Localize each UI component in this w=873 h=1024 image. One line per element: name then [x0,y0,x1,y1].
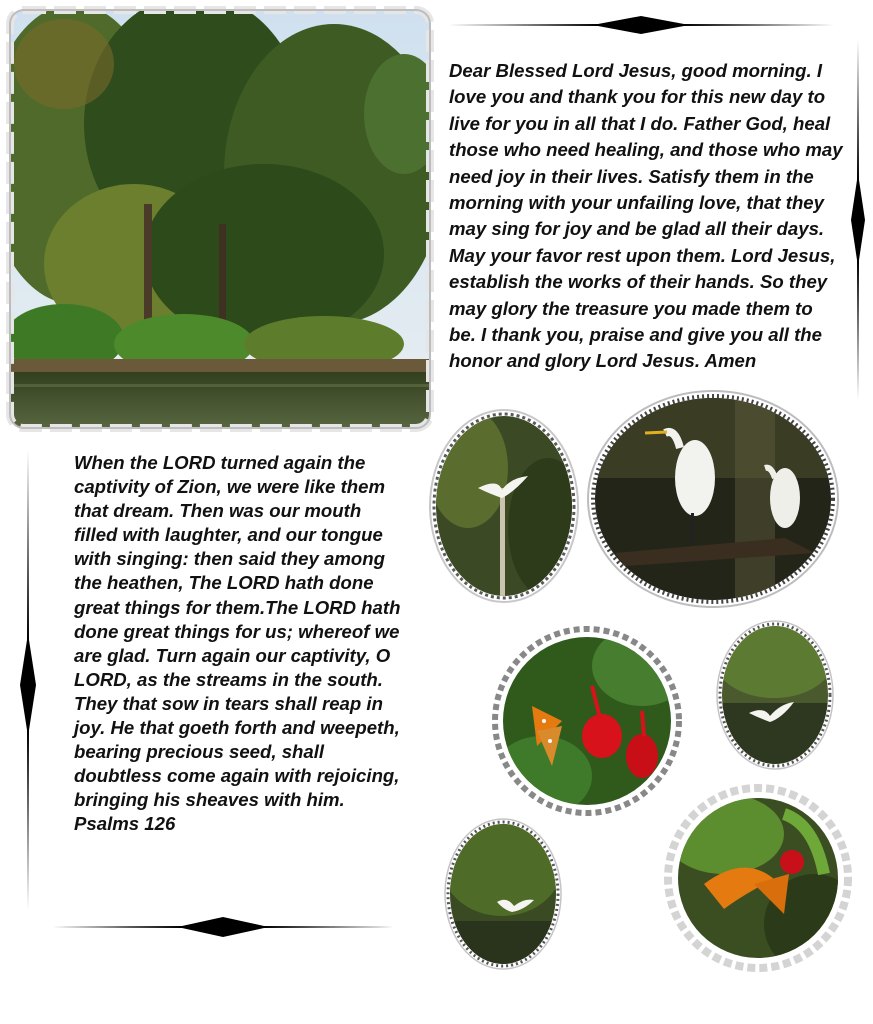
prayer-text: Dear Blessed Lord Jesus, good morning. I love you and thank you for this new day to live for you in all that I do. Father God, heal those who need healing, and those who may need joy in their lives. Satisfy them in the morning with your unfailing love, that they may sing for joy and be glad all their days. May your favor rest upon them. Lord Jesus, establish the works of their hands. So they may glory the treasure you made them to be. I thank you, praise and give you all the honor and glory Lord Jesus. Amen [449,60,843,372]
psalm-passage [74,451,404,837]
egret-over-pond-photo [714,618,836,772]
butterfly-on-flower-photo [664,784,852,972]
lake-forest-photo [4,4,436,434]
psalm-text: When the LORD turned again the captivity of Zion, we were like them that dream. Then was our mouth filled with laughter, and our tongue with singing: then said they among the heathen, The LORD hath done great things for them.The LORD hath done great things for us; whereof we are glad. Turn again our captivity, O LORD, as the streams in the south. They that sow in tears shall reap in joy. He that goeth forth and weepeth, bearing precious seed, shall doubtless come again with rejoicing, bringing his sheaves with him. [74,452,401,811]
psalm-reference: Psalms 126 [74,813,176,835]
divider-right-vertical [848,40,868,400]
divider-bottom-left [52,916,394,938]
egret-in-trees-photo [428,408,580,604]
two-egrets-photo [585,388,841,610]
divider-top-right [448,15,834,35]
egret-flying-low-photo [442,816,564,972]
butterfly-red-flowers-photo [492,626,682,816]
divider-left-vertical [18,450,38,910]
